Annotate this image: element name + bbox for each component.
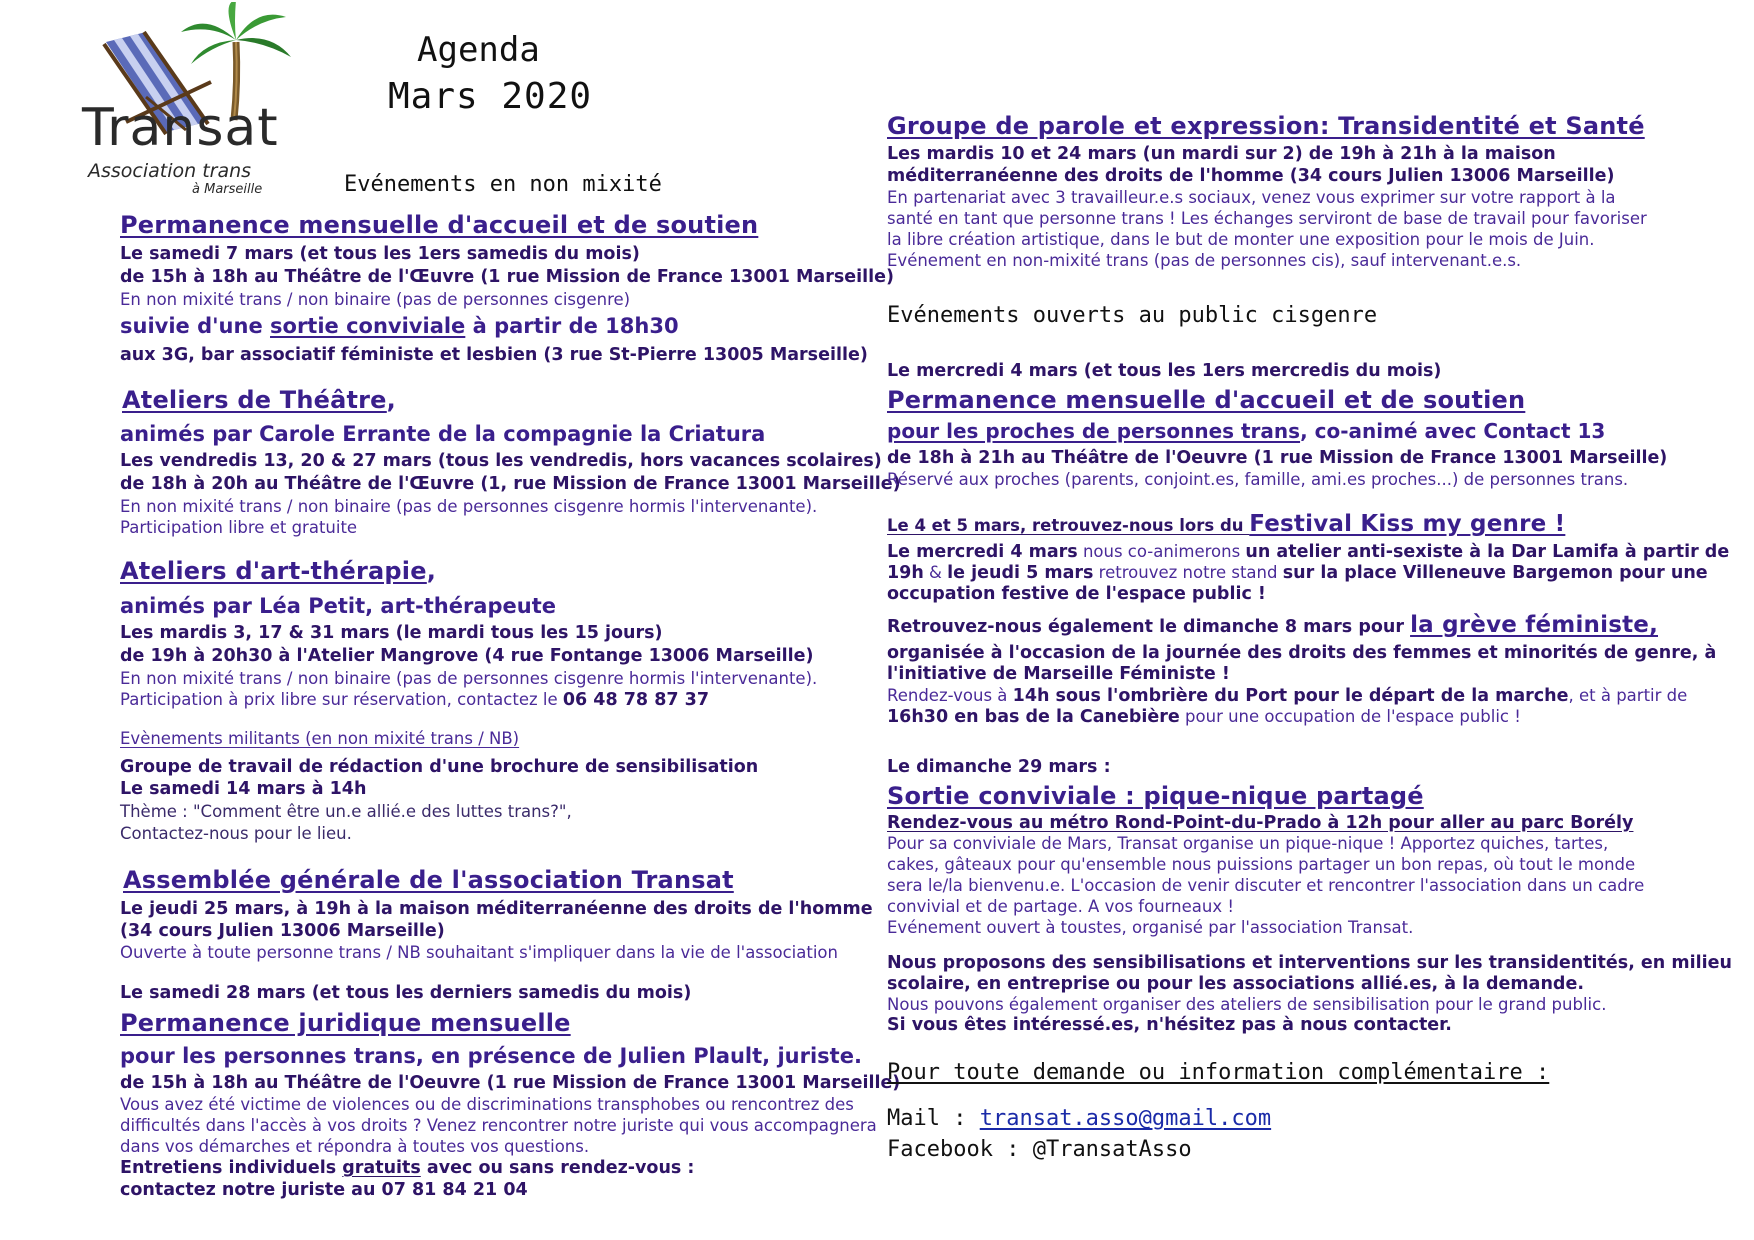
parole-t1: En partenariat avec 3 travailleur.e.s sociaux, venez vous exprimer sur votre rapport à la <box>887 188 1616 207</box>
logo-subtitle: Association trans <box>88 160 252 182</box>
art-note2 <box>120 689 709 712</box>
greve-l4 <box>887 706 1521 729</box>
jur-e1-u: gratuits <box>342 1158 421 1178</box>
pique-t4: convivial et de partage. A vos fourneaux ! <box>887 897 1234 916</box>
parole-t4: Evénement en non-mixité trans (pas de personnes cis), sauf intervenant.e.s. <box>887 251 1522 270</box>
greve-l3 <box>887 685 1687 708</box>
greve-l1: organisée à l'occasion de la journée des droits des femmes et minorités de genre, à <box>887 643 1717 663</box>
pique-date: Le dimanche 29 mars : <box>887 757 1111 777</box>
proches-sub <box>887 419 1605 443</box>
kiss-intro-line <box>887 511 1565 537</box>
theatre-note2: Participation libre et gratuite <box>120 518 358 537</box>
art-title <box>120 557 436 585</box>
theatre-place: de 18h à 20h au Théâtre de l'Œuvre (1, rue Mission de France 13001 Marseille) <box>120 474 901 494</box>
logo-city: à Marseille <box>192 182 263 197</box>
kiss-l3: occupation festive de l'espace public ! <box>887 584 1266 604</box>
theatre-by: animés par Carole Errante de la compagnie la Criatura <box>120 422 766 446</box>
parole-title: Groupe de parole et expression: Transidentité et Santé <box>887 112 1645 140</box>
greve-title[interactable]: la grève féministe, <box>1410 612 1659 638</box>
ag-title: Assemblée générale de l'association Transat <box>123 866 734 894</box>
kiss-l2-c: le jeudi 5 mars <box>947 563 1094 583</box>
art-by: animés par Léa Petit, art-thérapeute <box>120 594 556 618</box>
kiss-l1-c: un atelier anti-sexiste à la Dar Lamifa à partir de <box>1245 542 1730 562</box>
ag-note: Ouverte à toute personne trans / NB souhaitant s'impliquer dans la vie de l'association <box>120 943 838 962</box>
contact-fb-line <box>887 1137 1192 1162</box>
jur-t3: dans vos démarches et répondra à toutes vos questions. <box>120 1137 590 1156</box>
jur-place: de 15h à 18h au Théâtre de l'Oeuvre (1 rue Mission de France 13001 Marseille) <box>120 1073 901 1093</box>
mail-link[interactable]: transat.asso@gmail.com <box>979 1106 1272 1131</box>
section-cisgenre: Evénements ouverts au public cisgenre <box>887 303 1378 328</box>
militant-theme: Thème : "Comment être un.e allié.e des luttes trans?", <box>120 802 572 821</box>
proches-sub-u: pour les proches de personnes trans <box>887 419 1301 443</box>
greve-l4-b: pour une occupation de l'espace public ! <box>1179 707 1521 726</box>
perm-sortie <box>120 314 679 338</box>
contact-heading: Pour toute demande ou information complémentaire : <box>887 1060 1550 1085</box>
parole-d2: méditerranéenne des droits de l'homme (34 cours Julien 13006 Marseille) <box>887 166 1615 186</box>
proches-note: Réservé aux proches (parents, conjoint.es, famille, ami.es proches...) de personnes trans. <box>887 470 1629 489</box>
greve-l4-a: 16h30 en bas de la Canebière <box>887 707 1180 727</box>
jur-title: Permanence juridique mensuelle <box>120 1009 571 1037</box>
militant-contact: Contactez-nous pour le lieu. <box>120 824 352 843</box>
perm-date: Le samedi 7 mars (et tous les 1ers samedis du mois) <box>120 244 640 264</box>
sensib-l2: scolaire, en entreprise ou pour les associations allié.es, à la demande. <box>887 974 1584 994</box>
militant-date: Le samedi 14 mars à 14h <box>120 779 367 799</box>
sensib-l3: Nous pouvons également organiser des ateliers de sensibilisation pour le grand public. <box>887 995 1607 1014</box>
sensib-l4: Si vous êtes intéressé.es, n'hésitez pas à nous contacter. <box>887 1015 1452 1035</box>
militant-title: Groupe de travail de rédaction d'une brochure de sensibilisation <box>120 757 759 777</box>
sortie-pre: suivie d'une <box>120 314 271 338</box>
kiss-l1-b: nous co-animerons <box>1077 542 1246 561</box>
militant-heading: Evènements militants (en non mixité trans / NB) <box>120 729 520 748</box>
ag-line2: (34 cours Julien 13006 Marseille) <box>120 921 445 941</box>
art-note2-text: Participation à prix libre sur réservation, contactez le <box>120 690 563 709</box>
proches-title: Permanence mensuelle d'accueil et de soutien <box>887 386 1526 414</box>
kiss-festival[interactable]: Festival Kiss my genre ! <box>1249 511 1566 537</box>
contact-mail-line <box>887 1106 1271 1131</box>
proches-sub-post: , co-animé avec Contact 13 <box>1300 419 1606 443</box>
page-month: Mars 2020 <box>388 76 593 117</box>
fb-label: Facebook : <box>887 1137 1033 1162</box>
page-title: Agenda <box>417 30 540 70</box>
parole-d1: Les mardis 10 et 24 mars (un mardi sur 2) de 19h à 21h à la maison <box>887 144 1556 164</box>
perm-place: de 15h à 18h au Théâtre de l'Œuvre (1 rue Mission de France 13001 Marseille) <box>120 267 894 287</box>
sensib-l1: Nous proposons des sensibilisations et interventions sur les transidentités, en milieu <box>887 953 1732 973</box>
greve-l3-b: 14h sous l'ombrière du Port pour le départ de la marche <box>1012 686 1569 706</box>
greve-intro: Retrouvez-nous également le dimanche 8 mars pour <box>887 617 1411 637</box>
theatre-note1: En non mixité trans / non binaire (pas de personnes cisgenre hormis l'intervenante). <box>120 497 818 516</box>
jur-date: Le samedi 28 mars (et tous les derniers samedis du mois) <box>120 983 692 1003</box>
perm-title: Permanence mensuelle d'accueil et de soutien <box>120 211 759 239</box>
pique-t3: sera le/la bienvenu.e. L'occasion de venir discuter et rencontrer l'association dans un cadre <box>887 876 1645 895</box>
jur-e1-post: avec ou sans rendez-vous : <box>420 1158 695 1178</box>
ag-line1: Le jeudi 25 mars, à 19h à la maison méditerranéenne des droits de l'homme <box>120 899 873 919</box>
parole-t2: santé en tant que personne trans ! Les échanges serviront de base de travail pour favoriser <box>887 209 1647 228</box>
pique-title: Sortie conviviale : pique-nique partagé <box>887 782 1424 810</box>
jur-e1-pre: Entretiens individuels <box>120 1158 343 1178</box>
theatre-title <box>122 386 396 414</box>
fb-handle: @TransatAsso <box>1032 1137 1192 1162</box>
pique-t2: cakes, gâteaux pour qu'ensemble nous puissions partager un bon repas, où tout le monde <box>887 855 1636 874</box>
kiss-l2-b: & <box>923 563 948 582</box>
proches-place: de 18h à 21h au Théâtre de l'Oeuvre (1 rue Mission de France 13001 Marseille) <box>887 448 1668 468</box>
greve-l2: l'initiative de Marseille Féministe ! <box>887 664 1230 684</box>
art-phone: 06 48 78 87 37 <box>562 690 709 710</box>
pique-rdv: Rendez-vous au métro Rond-Point-du-Prado à 12h pour aller au parc Borély <box>887 813 1634 833</box>
kiss-intro: Le 4 et 5 mars, retrouvez-nous lors du <box>887 516 1250 535</box>
parole-t3: la libre création artistique, dans le but de monter une exposition pour le mois de Juin. <box>887 230 1595 249</box>
logo <box>82 2 301 200</box>
kiss-l2-a: 19h <box>887 563 924 583</box>
art-note1: En non mixité trans / non binaire (pas de personnes cisgenre hormis l'intervenante). <box>120 669 818 688</box>
pique-t5: Evénement ouvert à toustes, organisé par l'association Transat. <box>887 918 1414 937</box>
pique-t1: Pour sa conviviale de Mars, Transat organise un pique-nique ! Apportez quiches, tartes, <box>887 834 1609 853</box>
theatre-date: Les vendredis 13, 20 & 27 mars (tous les vendredis, hors vacances scolaires) <box>120 451 882 471</box>
logo-name: Transat <box>82 98 279 158</box>
jur-t2: difficultés dans l'accès à vos droits ? Venez rencontrer notre juriste qui vous accompagnera <box>120 1116 877 1135</box>
jur-e1 <box>120 1157 694 1180</box>
jur-t1: Vous avez été victime de violences ou de discriminations transphobes ou rencontrez des <box>120 1095 854 1114</box>
jur-for: pour les personnes trans, en présence de Julien Plault, juriste. <box>120 1044 862 1068</box>
kiss-l1-a: Le mercredi 4 mars <box>887 542 1078 562</box>
perm-sortie-place: aux 3G, bar associatif féministe et lesbien (3 rue St-Pierre 13005 Marseille) <box>120 345 868 365</box>
kiss-l2-e: sur la place Villeneuve Bargemon pour une <box>1282 563 1708 583</box>
theatre-title-text: Ateliers de Théâtre <box>122 386 387 414</box>
art-comma: , <box>426 557 437 585</box>
art-place: de 19h à 20h30 à l'Atelier Mangrove (4 rue Fontange 13006 Marseille) <box>120 646 814 666</box>
greve-intro-line <box>887 612 1658 639</box>
kiss-l2 <box>887 562 1708 585</box>
sortie-post: à partir de 18h30 <box>465 314 679 338</box>
greve-l3-a: Rendez-vous à <box>887 686 1013 705</box>
mail-label: Mail : <box>887 1106 980 1131</box>
theatre-comma: , <box>386 386 396 414</box>
greve-l3-c: , et à partir de <box>1568 686 1688 705</box>
perm-note: En non mixité trans / non binaire (pas de personnes cisgenre) <box>120 290 631 309</box>
proches-date: Le mercredi 4 mars (et tous les 1ers mercredis du mois) <box>887 361 1442 381</box>
kiss-l2-d: retrouvez notre stand <box>1093 563 1283 582</box>
jur-e2: contactez notre juriste au 07 81 84 21 04 <box>120 1180 528 1200</box>
art-title-text: Ateliers d'art-thérapie <box>120 557 427 585</box>
kiss-l1 <box>887 541 1729 564</box>
sortie-link[interactable]: sortie conviviale <box>270 314 466 338</box>
section-non-mixite: Evénements en non mixité <box>344 172 662 197</box>
art-date: Les mardis 3, 17 & 31 mars (le mardi tous les 15 jours) <box>120 623 663 643</box>
